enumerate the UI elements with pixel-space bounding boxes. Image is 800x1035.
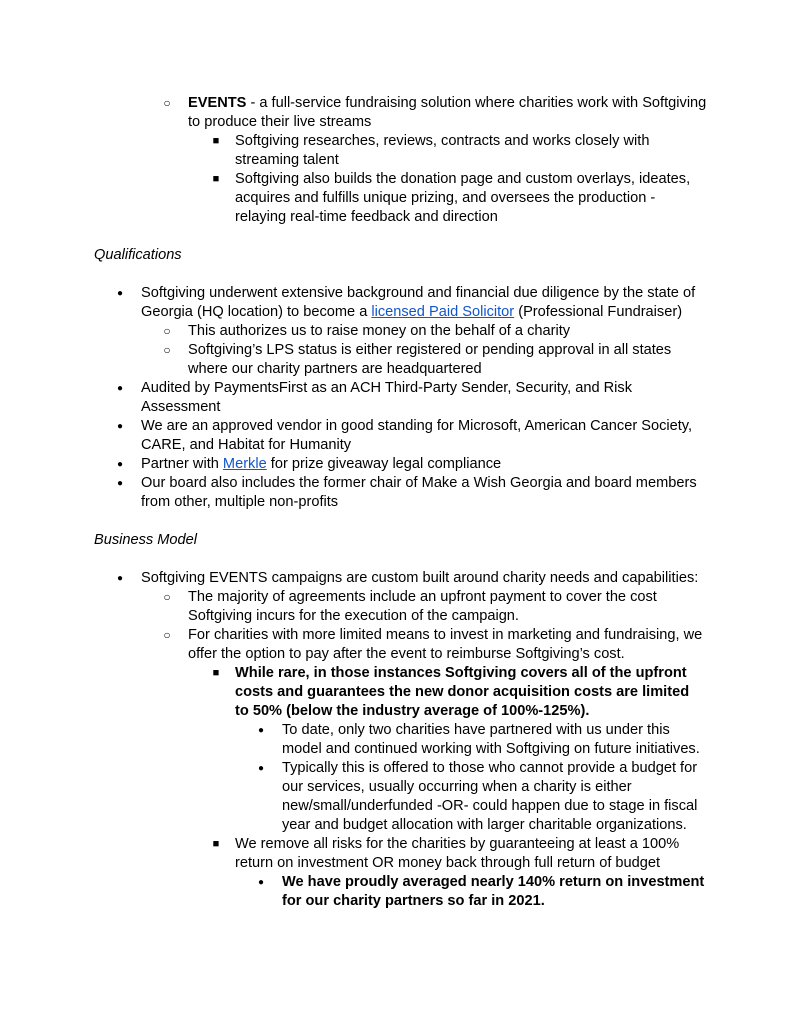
qualifications-item: [116, 379, 701, 417]
disc-bullet-icon: ●: [116, 383, 124, 394]
business-model-item: [116, 569, 721, 588]
disc-bullet-icon: ●: [257, 763, 265, 774]
business-model-rare-subitem-text: To date, only two charities have partnered with us under this model and continued working with Softgiving on future initiatives.: [282, 722, 700, 757]
licensed-paid-solicitor-link[interactable]: licensed Paid Solicitor: [371, 304, 515, 320]
qualifications-subitem-text: Softgiving’s LPS status is either registered or pending approval in all states where our charity partners are headquartered: [188, 342, 672, 377]
square-bullet-icon: ■: [212, 135, 220, 147]
square-bullet-icon: ■: [212, 667, 220, 679]
qualifications-item: [116, 455, 701, 474]
qualifications-item-text: Audited by PaymentsFirst as an ACH Third-Party Sender, Security, and Risk Assessment: [141, 380, 632, 415]
business-model-rare-subitem: [257, 721, 702, 759]
events-item: [163, 94, 708, 132]
business-model-subitem-text: For charities with more limited means to invest in marketing and fundraising, we offer the option to pay after the event to reimburse Softgiving’s cost.: [188, 627, 703, 662]
merkle-link[interactable]: Merkle: [222, 456, 267, 472]
square-bullet-icon: ■: [212, 173, 220, 185]
disc-bullet-icon: ●: [116, 421, 124, 432]
disc-bullet-icon: ●: [257, 725, 265, 736]
events-subitem-text: Softgiving researches, reviews, contracts and works closely with streaming talent: [235, 133, 650, 168]
qualifications-item: [116, 474, 701, 512]
events-subitem: [212, 132, 705, 170]
business-model-roi-item: [257, 873, 707, 911]
qualifications-item-text: Softgiving underwent extensive background and financial due diligence by the state of Georgia (HQ location) to become a: [141, 285, 696, 320]
qualifications-item-text-after: for prize giveaway legal compliance: [266, 456, 502, 472]
business-model-rare-item: [212, 664, 705, 721]
business-model-subitem: [163, 626, 703, 664]
business-model-item-text: Softgiving EVENTS campaigns are custom built around charity needs and capabilities:: [141, 570, 699, 586]
qualifications-list: [0, 284, 800, 512]
qualifications-item-text-after: (Professional Fundraiser): [514, 304, 683, 320]
qualifications-item: [116, 284, 701, 322]
square-bullet-icon: ■: [212, 838, 220, 850]
qualifications-item-text: We are an approved vendor in good standing for Microsoft, American Cancer Society, CARE, and Habitat for Humanity: [141, 418, 693, 453]
qualifications-heading: Qualifications: [94, 247, 182, 263]
business-model-heading: Business Model: [94, 532, 198, 548]
business-model-risk-item: [212, 835, 680, 873]
qualifications-item-text: Partner with: [141, 456, 223, 472]
business-model-rare-subitem-text: Typically this is offered to those who cannot provide a budget for our services, usually occurring when a charity is either new/small/underfunded -OR- could happen due to stage in fiscal year and budget allocation with larger charitable organizations.: [282, 760, 698, 833]
events-section: [0, 94, 800, 227]
disc-bullet-icon: ●: [116, 459, 124, 470]
qualifications-item-text: Our board also includes the former chair of Make a Wish Georgia and board members from other, multiple non-profits: [141, 475, 697, 510]
business-model-subitem: [163, 588, 668, 626]
events-description: - a full-service fundraising solution where charities work with Softgiving to produce their live streams: [188, 95, 707, 130]
events-title: EVENTS: [188, 95, 247, 111]
events-subitem: [212, 170, 705, 227]
qualifications-subitem: [163, 322, 688, 341]
business-model-risk-text: We remove all risks for the charities by guaranteeing at least a 100% return on investment OR money back through full return of budget: [235, 836, 680, 871]
business-model-rare-subitem: [257, 759, 702, 835]
circle-bullet-icon: ○: [163, 343, 171, 357]
disc-bullet-icon: ●: [257, 877, 265, 888]
circle-bullet-icon: ○: [163, 96, 171, 110]
qualifications-subitem: [163, 341, 688, 379]
disc-bullet-icon: ●: [116, 573, 124, 584]
circle-bullet-icon: ○: [163, 324, 171, 338]
business-model-rare-text: While rare, in those instances Softgiving covers all of the upfront costs and guarantees the new donor acquisition costs are limited to 50% (below the industry average of 100%-125%).: [235, 665, 690, 719]
business-model-list: [0, 569, 800, 911]
disc-bullet-icon: ●: [116, 288, 124, 299]
qualifications-subitem-text: This authorizes us to raise money on the behalf of a charity: [188, 323, 571, 339]
events-subitem-text: Softgiving also builds the donation page and custom overlays, ideates, acquires and fulfills unique prizing, and oversees the production - relaying real-time feedback and direction: [235, 171, 691, 225]
business-model-roi-text: We have proudly averaged nearly 140% return on investment for our charity partners so far in 2021.: [282, 874, 705, 909]
qualifications-item: [116, 417, 701, 455]
circle-bullet-icon: ○: [163, 590, 171, 604]
disc-bullet-icon: ●: [116, 478, 124, 489]
circle-bullet-icon: ○: [163, 628, 171, 642]
business-model-subitem-text: The majority of agreements include an upfront payment to cover the cost Softgiving incurs for the execution of the campaign.: [188, 589, 657, 624]
